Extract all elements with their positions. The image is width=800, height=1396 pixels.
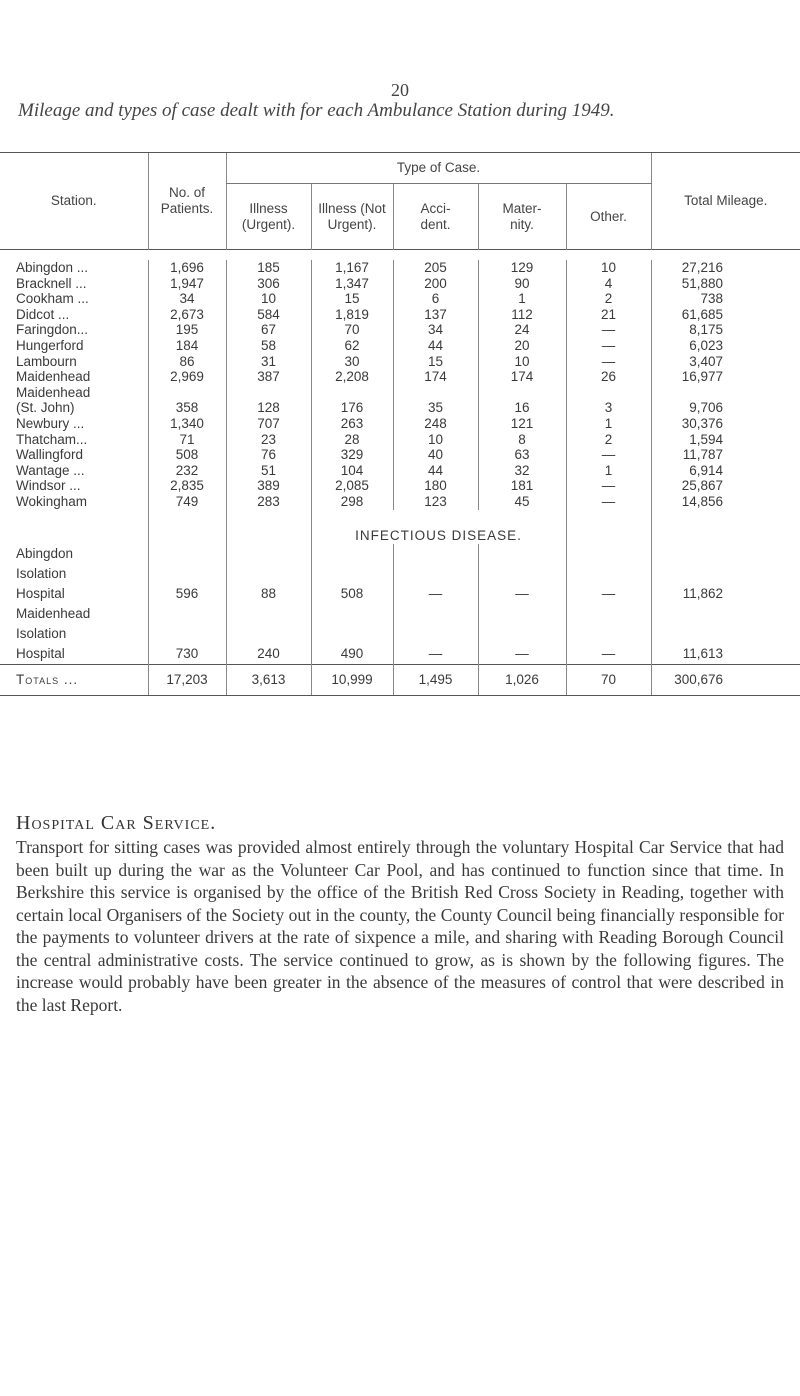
cell-mileage: 61,685 <box>651 307 800 323</box>
mileage-table <box>0 152 800 696</box>
table-row <box>0 494 800 510</box>
ambulance-station-table <box>0 152 800 792</box>
cell-mileage: 11,613 <box>651 644 800 665</box>
total-mileage: 300,676 <box>651 664 800 695</box>
station-name: Cookham ... <box>16 291 89 307</box>
total-patients: 17,203 <box>148 664 226 695</box>
cell-urgent: 10 <box>226 291 311 307</box>
cell-other: — <box>566 338 651 354</box>
cell-maternity <box>478 385 566 401</box>
cell-patients: 34 <box>148 291 226 307</box>
cell-patients: 184 <box>148 338 226 354</box>
cell-mileage: 1,594 <box>651 432 800 448</box>
cell-maternity: 32 <box>478 463 566 479</box>
station-name: Hospital <box>16 585 65 601</box>
cell-patients: 596 <box>148 584 226 604</box>
station-name: Windsor ... <box>16 478 81 494</box>
cell-urgent: 387 <box>226 369 311 385</box>
cell-not_urgent: 329 <box>311 447 393 463</box>
header-total-mileage: Total Mileage. <box>651 153 800 250</box>
cell-maternity: 10 <box>478 354 566 370</box>
header-illness-urgent: Illness (Urgent). <box>226 184 311 250</box>
cell-mileage: 3,407 <box>651 354 800 370</box>
station-name: Isolation <box>16 565 67 581</box>
station-name: Isolation <box>16 625 67 641</box>
cell-other: 1 <box>566 463 651 479</box>
cell-other: 21 <box>566 307 651 323</box>
cell-patients: 1,340 <box>148 416 226 432</box>
cell-urgent: 23 <box>226 432 311 448</box>
station-name: Newbury ... <box>16 415 85 431</box>
cell-urgent: 67 <box>226 322 311 338</box>
cell-mileage: 8,175 <box>651 322 800 338</box>
cell-mileage: 51,880 <box>651 276 800 292</box>
cell-other: — <box>566 354 651 370</box>
cell-not_urgent: 62 <box>311 338 393 354</box>
cell-not_urgent: 15 <box>311 291 393 307</box>
table-row <box>0 369 800 385</box>
table-row <box>0 276 800 292</box>
cell-maternity: 45 <box>478 494 566 510</box>
table-row <box>0 447 800 463</box>
cell-mileage: 9,706 <box>651 400 800 416</box>
page-number: 20 <box>391 80 409 100</box>
cell-other: — <box>566 322 651 338</box>
cell-not_urgent: 28 <box>311 432 393 448</box>
station-name: Faringdon... <box>16 322 89 338</box>
cell-not_urgent: 2,085 <box>311 478 393 494</box>
cell-accident <box>393 385 478 401</box>
table-row <box>0 307 800 323</box>
cell-not_urgent <box>311 385 393 401</box>
cell-accident: 40 <box>393 447 478 463</box>
cell-not_urgent: 263 <box>311 416 393 432</box>
station-name: Thatcham... <box>16 431 88 447</box>
cell-other <box>566 385 651 401</box>
cell-urgent: 58 <box>226 338 311 354</box>
total-not_urgent: 10,999 <box>311 664 393 695</box>
table-row <box>0 564 800 584</box>
station-name: Wantage ... <box>16 462 85 478</box>
cell-mileage: 30,376 <box>651 416 800 432</box>
cell-patients: 232 <box>148 463 226 479</box>
cell-urgent: 584 <box>226 307 311 323</box>
cell-not_urgent: 104 <box>311 463 393 479</box>
cell-maternity: 112 <box>478 307 566 323</box>
cell-accident: 44 <box>393 338 478 354</box>
cell-mileage: 6,914 <box>651 463 800 479</box>
cell-patients <box>148 385 226 401</box>
header-maternity: Mater- nity. <box>478 184 566 250</box>
table-row <box>0 354 800 370</box>
cell-maternity: 24 <box>478 322 566 338</box>
cell-accident: 174 <box>393 369 478 385</box>
station-name: Hospital <box>16 645 65 661</box>
table-row <box>0 385 800 401</box>
cell-urgent: 240 <box>226 644 311 665</box>
station-name: Maidenhead <box>16 605 91 621</box>
cell-accident: 6 <box>393 291 478 307</box>
section-paragraph: Transport for sitting cases was provided almost entirely through the voluntary Hospital Car Service that had been built up during the war as the Volunteer Car Pool, and has continued to function since that time. In Berkshire this service is organised by the office of the British Red Cross Society in Reading, together with certain local Organisers of the Society out in the county, the County Council being financially responsible for the payments to volunteer drivers at the rate of sixpence a mile, and sharing with Reading Borough Council the central administrative costs. The service continued to grow, as is shown by the following figures. The increase would probably have been greater in the absence of the measures of control that were described in the last Report. <box>16 837 784 1015</box>
cell-urgent: 389 <box>226 478 311 494</box>
cell-maternity: 121 <box>478 416 566 432</box>
cell-accident: — <box>393 584 478 604</box>
cell-urgent: 88 <box>226 584 311 604</box>
cell-patients: 508 <box>148 447 226 463</box>
cell-urgent: 283 <box>226 494 311 510</box>
header-illness-not-urgent: Illness (Not Urgent). <box>311 184 393 250</box>
cell-accident: 15 <box>393 354 478 370</box>
total-other: 70 <box>566 664 651 695</box>
table-row <box>0 463 800 479</box>
cell-other: — <box>566 584 651 604</box>
cell-patients: 730 <box>148 644 226 665</box>
cell-accident: 205 <box>393 260 478 276</box>
cell-accident: 34 <box>393 322 478 338</box>
total-urgent: 3,613 <box>226 664 311 695</box>
table-row <box>0 260 800 276</box>
cell-not_urgent: 1,347 <box>311 276 393 292</box>
cell-accident: — <box>393 644 478 665</box>
cell-patients: 2,969 <box>148 369 226 385</box>
cell-maternity: 16 <box>478 400 566 416</box>
cell-urgent: 76 <box>226 447 311 463</box>
infectious-disease-row <box>0 510 800 544</box>
cell-patients: 749 <box>148 494 226 510</box>
cell-patients: 1,947 <box>148 276 226 292</box>
table-row <box>0 478 800 494</box>
station-name: Maidenhead <box>16 384 91 400</box>
cell-other: 2 <box>566 291 651 307</box>
table-row <box>0 432 800 448</box>
cell-maternity: 1 <box>478 291 566 307</box>
cell-maternity: — <box>478 584 566 604</box>
header-accident: Acci- dent. <box>393 184 478 250</box>
station-name: Abingdon ... <box>16 260 89 275</box>
cell-other: 26 <box>566 369 651 385</box>
cell-other: 2 <box>566 432 651 448</box>
cell-accident: 137 <box>393 307 478 323</box>
cell-not_urgent: 30 <box>311 354 393 370</box>
table-row <box>0 624 800 644</box>
cell-mileage: 6,023 <box>651 338 800 354</box>
cell-accident: 248 <box>393 416 478 432</box>
cell-maternity: 129 <box>478 260 566 276</box>
cell-urgent: 707 <box>226 416 311 432</box>
cell-urgent: 51 <box>226 463 311 479</box>
cell-mileage: 27,216 <box>651 260 800 276</box>
table-row <box>0 322 800 338</box>
cell-maternity: — <box>478 644 566 665</box>
cell-accident: 200 <box>393 276 478 292</box>
cell-urgent: 128 <box>226 400 311 416</box>
station-name: (St. John) <box>16 400 75 416</box>
section-heading: Hospital Car Service. <box>16 812 217 834</box>
cell-mileage: 14,856 <box>651 494 800 510</box>
station-name: Wokingham <box>16 493 88 509</box>
cell-not_urgent: 490 <box>311 644 393 665</box>
cell-accident: 180 <box>393 478 478 494</box>
totals-row <box>0 664 800 695</box>
cell-other: — <box>566 447 651 463</box>
cell-other: 10 <box>566 260 651 276</box>
cell-urgent: 31 <box>226 354 311 370</box>
station-rows <box>0 260 800 695</box>
table-row <box>0 338 800 354</box>
station-name: Wallingford <box>16 447 84 463</box>
cell-other: 4 <box>566 276 651 292</box>
station-name: Maidenhead <box>16 369 91 385</box>
table-row <box>0 400 800 416</box>
cell-accident: 123 <box>393 494 478 510</box>
cell-maternity: 90 <box>478 276 566 292</box>
cell-not_urgent: 1,819 <box>311 307 393 323</box>
cell-not_urgent: 298 <box>311 494 393 510</box>
totals-label: Totals ... <box>0 664 148 695</box>
cell-other: — <box>566 494 651 510</box>
cell-mileage: 11,787 <box>651 447 800 463</box>
cell-maternity: 20 <box>478 338 566 354</box>
cell-other: 1 <box>566 416 651 432</box>
station-name: Lambourn <box>16 353 77 369</box>
cell-mileage <box>651 385 800 401</box>
cell-patients: 195 <box>148 322 226 338</box>
cell-patients: 1,696 <box>148 260 226 276</box>
cell-maternity: 8 <box>478 432 566 448</box>
cell-accident: 44 <box>393 463 478 479</box>
cell-urgent: 185 <box>226 260 311 276</box>
cell-patients: 2,835 <box>148 478 226 494</box>
table-title: Mileage and types of case dealt with for each Ambulance Station during 1949. <box>18 100 615 121</box>
cell-accident: 10 <box>393 432 478 448</box>
header-type-of-case: Type of Case. <box>226 153 651 184</box>
cell-mileage: 11,862 <box>651 584 800 604</box>
cell-not_urgent: 2,208 <box>311 369 393 385</box>
cell-urgent <box>226 385 311 401</box>
cell-mileage: 738 <box>651 291 800 307</box>
cell-not_urgent: 176 <box>311 400 393 416</box>
cell-maternity: 181 <box>478 478 566 494</box>
station-name: Didcot ... <box>16 306 70 322</box>
header-other: Other. <box>566 184 651 250</box>
total-maternity: 1,026 <box>478 664 566 695</box>
cell-maternity: 174 <box>478 369 566 385</box>
cell-accident: 35 <box>393 400 478 416</box>
cell-not_urgent: 508 <box>311 584 393 604</box>
cell-maternity: 63 <box>478 447 566 463</box>
cell-not_urgent: 1,167 <box>311 260 393 276</box>
infectious-disease-label: INFECTIOUS DISEASE. <box>311 510 566 544</box>
cell-mileage: 25,867 <box>651 478 800 494</box>
cell-not_urgent: 70 <box>311 322 393 338</box>
table-row <box>0 644 800 665</box>
cell-other: — <box>566 478 651 494</box>
cell-patients: 71 <box>148 432 226 448</box>
cell-patients: 358 <box>148 400 226 416</box>
station-name: Bracknell ... <box>16 275 87 291</box>
table-row <box>0 584 800 604</box>
table-row <box>0 291 800 307</box>
total-accident: 1,495 <box>393 664 478 695</box>
cell-urgent: 306 <box>226 276 311 292</box>
cell-patients: 86 <box>148 354 226 370</box>
cell-mileage: 16,977 <box>651 369 800 385</box>
table-row <box>0 604 800 624</box>
cell-patients: 2,673 <box>148 307 226 323</box>
station-name: Abingdon <box>16 545 74 561</box>
header-station: Station. <box>50 193 97 208</box>
station-name: Hungerford <box>16 337 84 353</box>
table-row <box>0 544 800 564</box>
header-patients: No. of Patients. <box>148 153 226 250</box>
cell-other: — <box>566 644 651 665</box>
cell-other: 3 <box>566 400 651 416</box>
table-row <box>0 416 800 432</box>
